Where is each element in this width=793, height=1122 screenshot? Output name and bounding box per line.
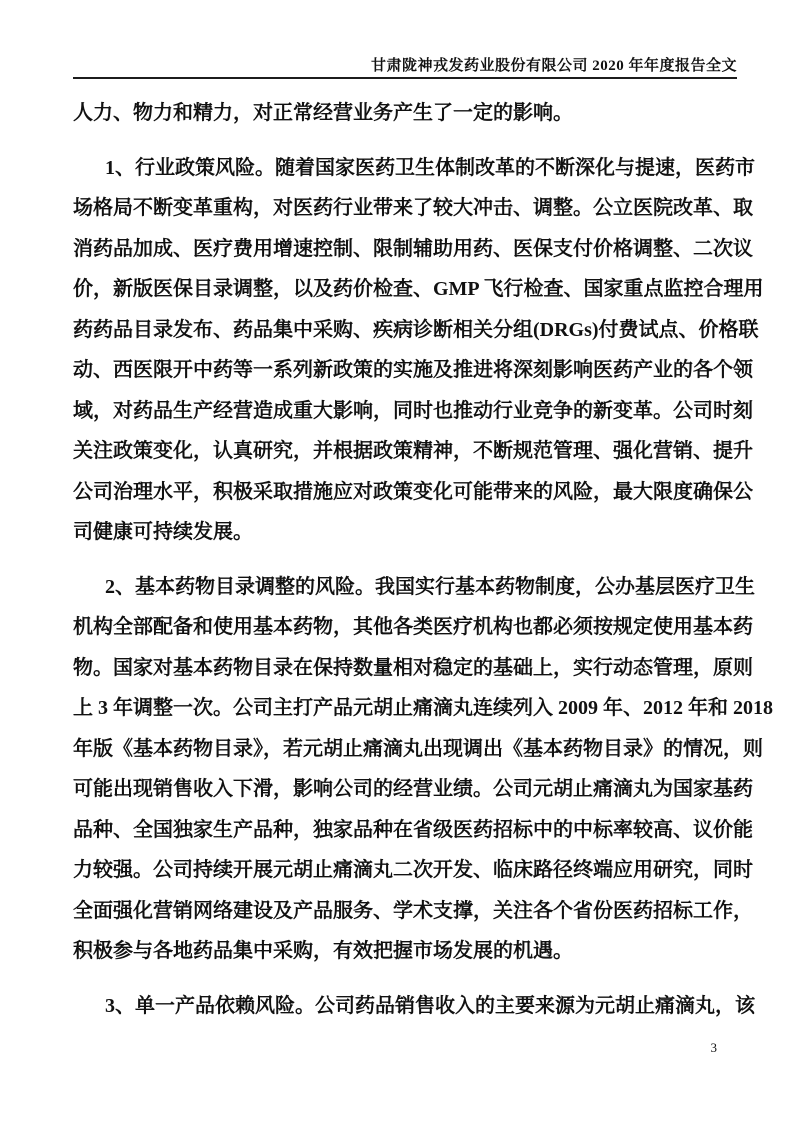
text-line: 动、西医限开中药等一系列新政策的实施及推进将深刻影响医药产业的各个领	[73, 359, 753, 381]
text-line: 机构全部配备和使用基本药物，其他各类医疗机构也都必须按规定使用基本药	[73, 616, 753, 638]
text-line: 年版《基本药物目录》，若元胡止痛滴丸出现调出《基本药物目录》的情况，则	[73, 737, 763, 760]
report-header	[73, 0, 737, 79]
header-title: 甘肃陇神戎发药业股份有限公司 2020 年年度报告全文	[370, 58, 737, 74]
text-line: 价，新版医保目录调整，以及药价检查、GMP 飞行检查、国家重点监控合理用	[73, 278, 764, 300]
document-body	[73, 93, 773, 1026]
text-line: 品种、全国独家生产品种，独家品种在省级医药招标中的中标率较高、议价能	[73, 818, 753, 841]
text-line: 物。国家对基本药物目录在保持数量相对稳定的基础上，实行动态管理，原则	[73, 656, 753, 679]
text-line: 公司治理水平，积极采取措施应对政策变化可能带来的风险，最大限度确保公	[73, 480, 753, 503]
paragraph	[73, 93, 737, 134]
paragraph	[73, 148, 764, 553]
text-line: 1、行业政策风险。随着国家医药卫生体制改革的不断深化与提速，医药市	[105, 156, 755, 179]
text-line: 3、单一产品依赖风险。公司药品销售收入的主要来源为元胡止痛滴丸，该	[105, 994, 755, 1017]
paragraph	[73, 986, 755, 1027]
paragraph	[73, 567, 773, 972]
text-line: 力较强。公司持续开展元胡止痛滴丸二次开发、临床路径终端应用研究，同时	[73, 859, 753, 881]
text-line: 消药品加成、医疗费用增速控制、限制辅助用药、医保支付价格调整、二次议	[73, 237, 753, 260]
page-number: 3	[710, 1040, 717, 1055]
text-line: 可能出现销售收入下滑，影响公司的经营业绩。公司元胡止痛滴丸为国家基药	[73, 778, 753, 800]
text-line: 上 3 年调整一次。公司主打产品元胡止痛滴丸连续列入 2009 年、2012 年和 2018	[73, 697, 773, 719]
text-line: 2、基本药物目录调整的风险。我国实行基本药物制度，公办基层医疗卫生	[105, 575, 755, 598]
text-line: 药药品目录发布、药品集中采购、疾病诊断相关分组(DRGs)付费试点、价格联	[73, 318, 759, 341]
text-line: 域，对药品生产经营造成重大影响，同时也推动行业竞争的新变革。公司时刻	[73, 399, 753, 422]
text-line: 司健康可持续发展。	[73, 521, 253, 543]
text-line: 人力、物力和精力，对正常经营业务产生了一定的影响。	[73, 102, 573, 124]
text-line: 全面强化营销网络建设及产品服务、学术支撑，关注各个省份医药招标工作，	[73, 899, 753, 922]
text-line: 积极参与各地药品集中采购，有效把握市场发展的机遇。	[73, 940, 573, 962]
text-line: 场格局不断变革重构，对医药行业带来了较大冲击、调整。公立医院改革、取	[73, 197, 753, 219]
text-line: 关注政策变化，认真研究，并根据政策精神，不断规范管理、强化营销、提升	[73, 440, 753, 462]
